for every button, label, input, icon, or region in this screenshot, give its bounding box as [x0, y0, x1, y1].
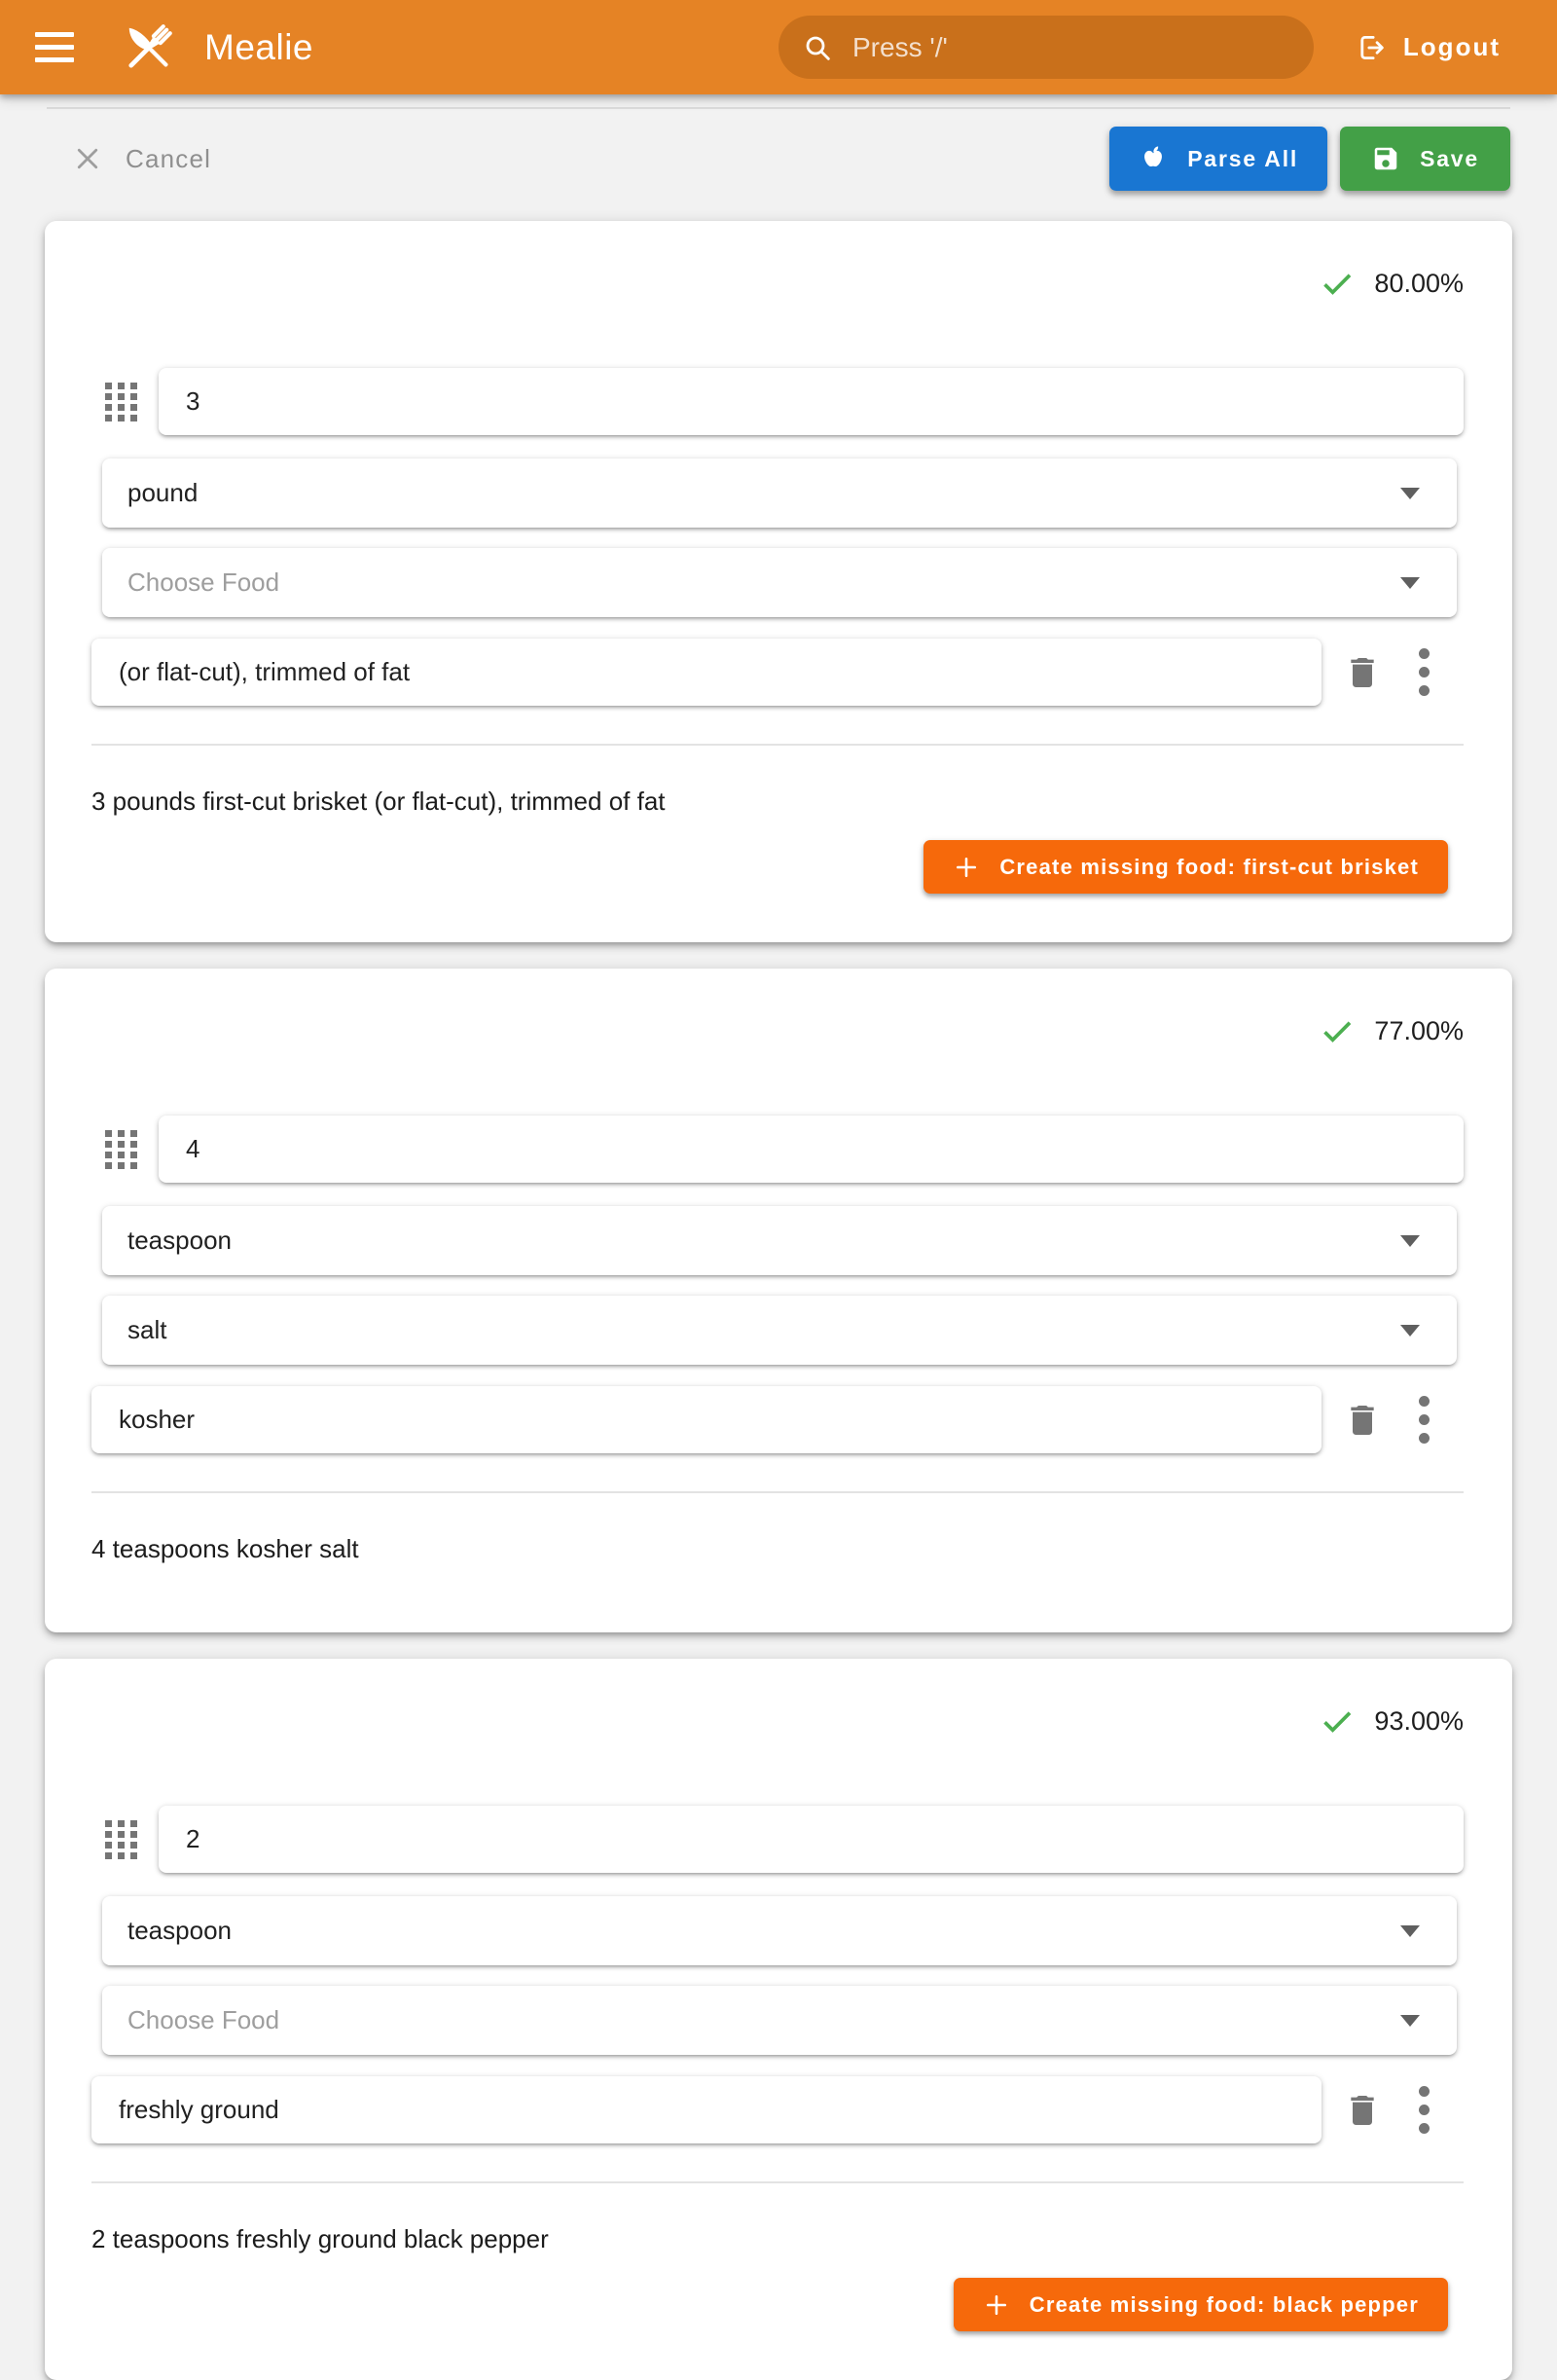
chevron-down-icon	[1400, 577, 1420, 589]
save-label: Save	[1420, 145, 1479, 171]
quantity-input[interactable]	[159, 1116, 1464, 1183]
food-select[interactable]	[102, 1986, 1457, 2055]
more-options-button[interactable]	[1409, 648, 1438, 696]
more-options-button[interactable]	[1409, 1396, 1438, 1444]
check-icon	[1318, 1702, 1357, 1740]
unit-select-value: pound	[127, 478, 199, 507]
apple-icon	[1139, 144, 1168, 173]
missing-food-row	[45, 2278, 1448, 2331]
cancel-label: Cancel	[126, 143, 212, 173]
chevron-down-icon	[1400, 2015, 1420, 2027]
note-input[interactable]	[91, 1386, 1322, 1453]
logout-button[interactable]	[1355, 0, 1501, 94]
delete-button[interactable]	[1341, 653, 1384, 692]
kebab-icon	[1419, 648, 1430, 659]
unit-select[interactable]	[102, 1206, 1457, 1275]
chevron-down-icon	[1400, 1325, 1420, 1336]
plus-icon	[983, 2291, 1010, 2319]
note-field	[91, 639, 1322, 706]
note-row	[45, 2076, 1512, 2143]
card-divider	[91, 744, 1464, 746]
check-icon	[1318, 1011, 1357, 1050]
app-bar	[0, 0, 1557, 94]
food-select[interactable]	[102, 1296, 1457, 1365]
note-input[interactable]	[91, 639, 1322, 706]
note-row	[45, 639, 1512, 706]
card-divider	[91, 1491, 1464, 1493]
food-select[interactable]	[102, 548, 1457, 617]
original-ingredient-text: 4 teaspoons kosher salt	[91, 1534, 359, 1563]
plus-icon	[953, 854, 980, 881]
logout-icon	[1355, 31, 1388, 64]
note-field	[91, 1386, 1322, 1453]
trash-icon	[1343, 1401, 1382, 1440]
trash-icon	[1343, 653, 1382, 692]
confidence-value: 80.00%	[1374, 268, 1464, 298]
save-button[interactable]	[1340, 127, 1510, 191]
food-select-value: Choose Food	[127, 2005, 280, 2034]
confidence-value: 77.00%	[1374, 1015, 1464, 1045]
kebab-icon	[1419, 2086, 1430, 2097]
create-missing-food-button[interactable]	[954, 2278, 1448, 2331]
chevron-down-icon	[1400, 1235, 1420, 1247]
parse-all-label: Parse All	[1187, 145, 1299, 171]
ingredient-card	[45, 969, 1512, 1632]
search-icon	[802, 32, 833, 63]
create-missing-food-label: Create missing food: first-cut brisket	[999, 854, 1419, 879]
quantity-row	[45, 1116, 1512, 1183]
header-divider	[47, 107, 1510, 109]
kebab-icon	[1419, 1396, 1430, 1407]
drag-handle-icon[interactable]	[105, 1820, 137, 1859]
note-row	[45, 1386, 1512, 1453]
quantity-field	[159, 1806, 1464, 1873]
trash-icon	[1343, 2091, 1382, 2130]
chevron-down-icon	[1400, 488, 1420, 499]
check-icon	[1318, 264, 1357, 303]
food-select-value: salt	[127, 1315, 167, 1344]
app-title: Mealie	[204, 26, 313, 67]
missing-food-row	[45, 840, 1448, 894]
confidence-badge	[45, 969, 1512, 1050]
chevron-down-icon	[1400, 1925, 1420, 1937]
original-ingredient-text: 2 teaspoons freshly ground black pepper	[91, 2224, 549, 2253]
confidence-value: 93.00%	[1374, 1705, 1464, 1736]
card-divider	[91, 2181, 1464, 2183]
ingredient-card	[45, 221, 1512, 942]
cancel-button[interactable]	[73, 144, 211, 174]
create-missing-food-button[interactable]	[923, 840, 1448, 894]
unit-select-value: teaspoon	[127, 1226, 232, 1255]
menu-icon[interactable]	[35, 32, 74, 62]
more-options-button[interactable]	[1409, 2086, 1438, 2134]
note-field	[91, 2076, 1322, 2143]
drag-handle-icon[interactable]	[105, 1130, 137, 1169]
confidence-badge	[45, 221, 1512, 303]
quantity-input[interactable]	[159, 1806, 1464, 1873]
silverware-logo-icon	[117, 16, 181, 80]
close-icon	[73, 144, 102, 173]
ingredient-card	[45, 1659, 1512, 2380]
search-input[interactable]	[851, 31, 1290, 64]
unit-select[interactable]	[102, 1896, 1457, 1965]
delete-button[interactable]	[1341, 1401, 1384, 1440]
quantity-field	[159, 1116, 1464, 1183]
parse-all-button[interactable]	[1109, 127, 1327, 191]
confidence-badge	[45, 1659, 1512, 1740]
unit-select[interactable]	[102, 458, 1457, 528]
quantity-field	[159, 368, 1464, 435]
delete-button[interactable]	[1341, 2091, 1384, 2130]
ingredient-list	[45, 221, 1512, 2380]
original-ingredient-text: 3 pounds first-cut brisket (or flat-cut), trimmed of fat	[91, 787, 666, 816]
food-select-value: Choose Food	[127, 568, 280, 597]
editor-toolbar	[73, 127, 1510, 191]
save-icon	[1371, 144, 1400, 173]
create-missing-food-label: Create missing food: black pepper	[1029, 2291, 1419, 2317]
drag-handle-icon[interactable]	[105, 383, 137, 421]
quantity-input[interactable]	[159, 368, 1464, 435]
quantity-row	[45, 368, 1512, 435]
unit-select-value: teaspoon	[127, 1916, 232, 1945]
note-input[interactable]	[91, 2076, 1322, 2143]
logout-label: Logout	[1402, 32, 1501, 61]
search-bar[interactable]	[778, 16, 1314, 79]
quantity-row	[45, 1806, 1512, 1873]
